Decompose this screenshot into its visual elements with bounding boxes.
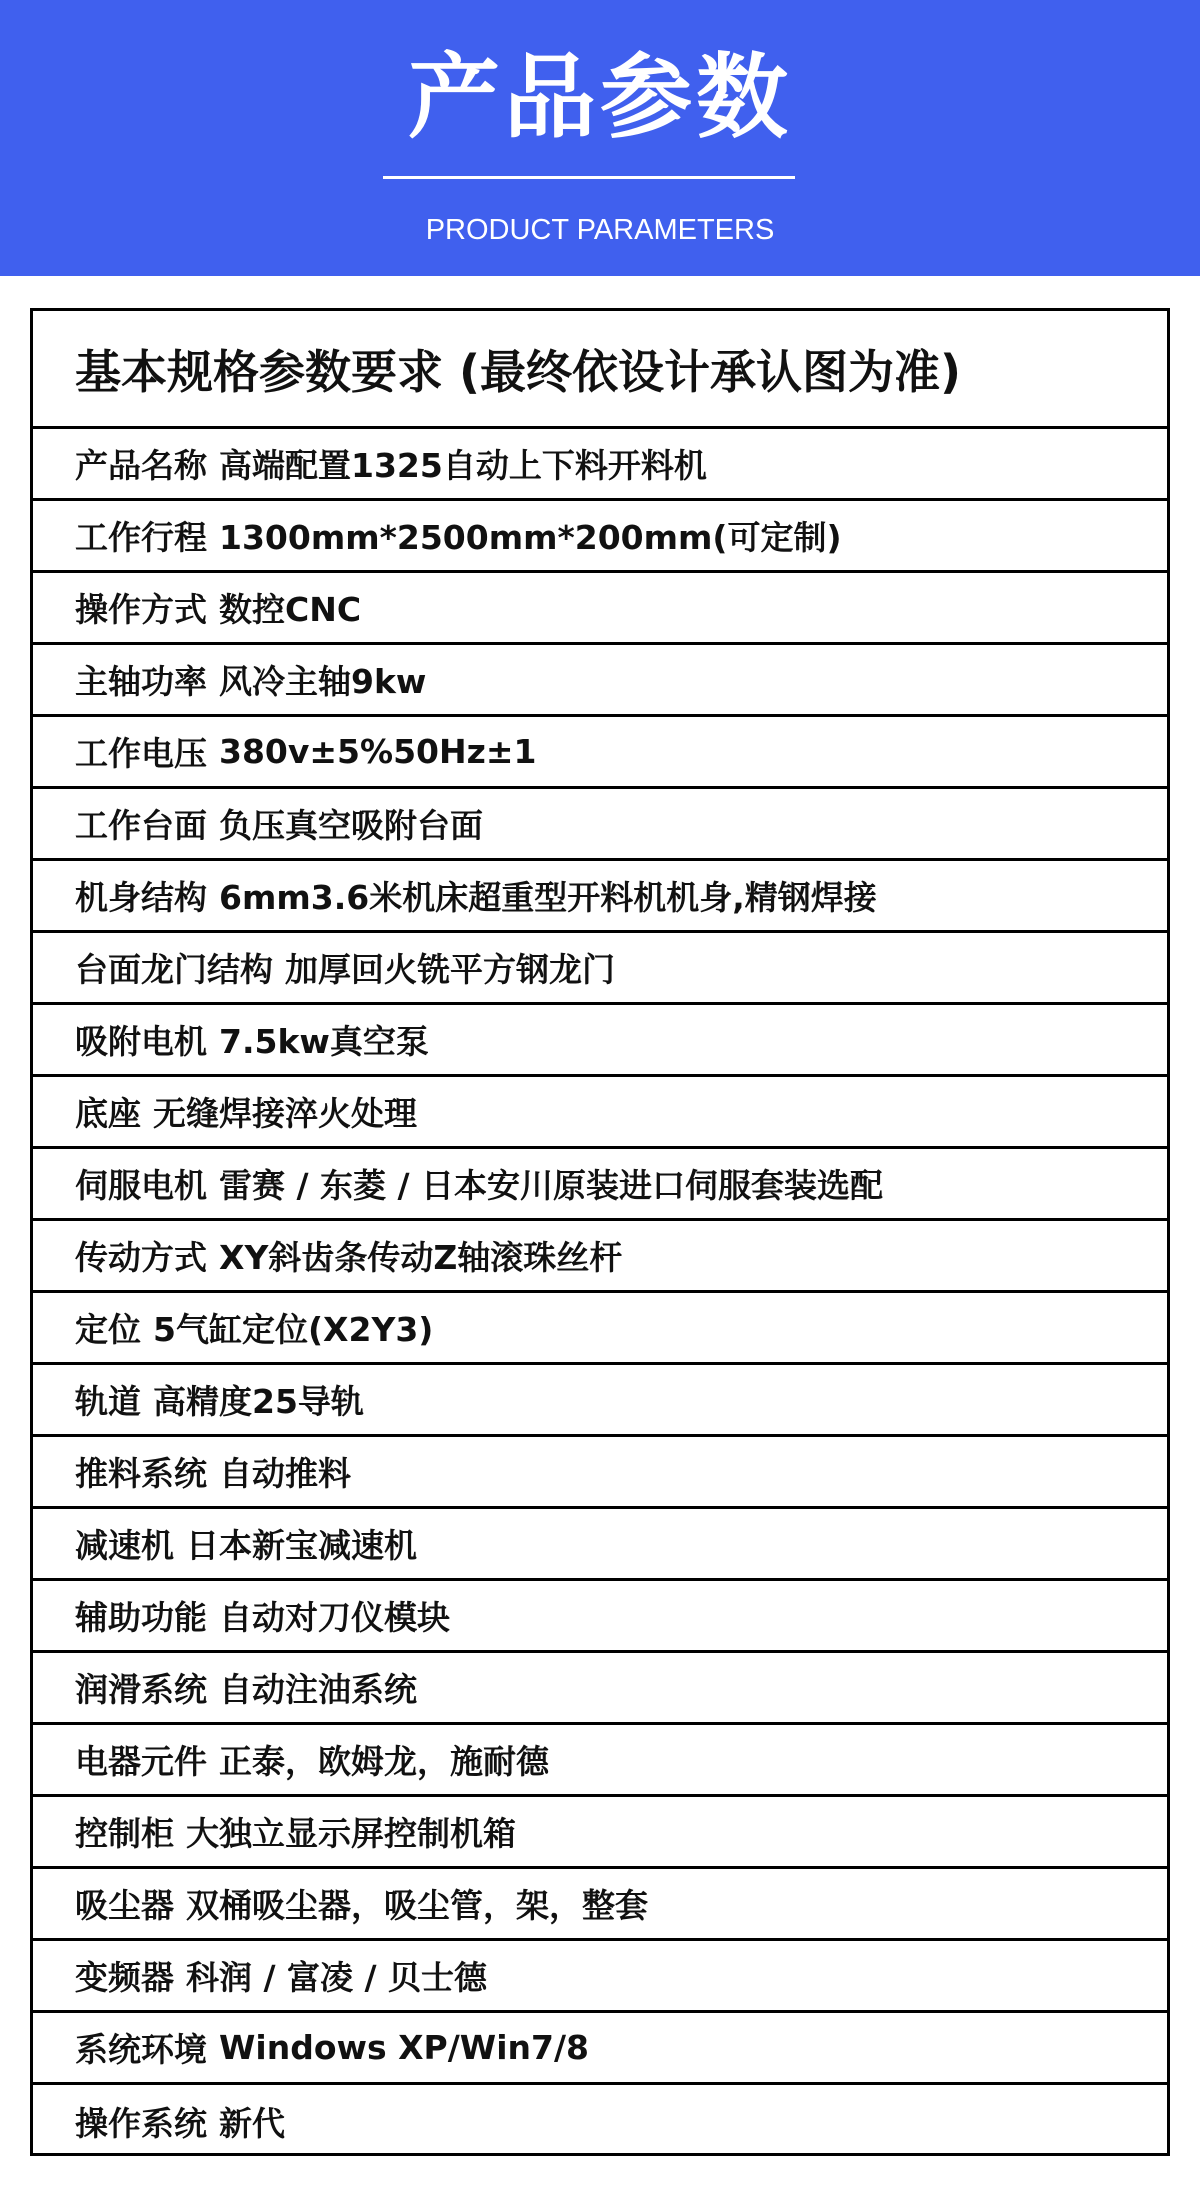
- spec-row: [33, 861, 1167, 933]
- spec-row: [33, 1293, 1167, 1365]
- spec-row: [33, 1725, 1167, 1797]
- spec-label: 主轴功率: [75, 662, 207, 701]
- spec-row: [33, 645, 1167, 717]
- spec-row: [33, 789, 1167, 861]
- spec-label: 工作电压: [75, 734, 207, 773]
- spec-row: [33, 1221, 1167, 1293]
- spec-value: 自动对刀仪模块: [219, 1598, 450, 1637]
- spec-table: [30, 308, 1170, 2156]
- spec-row: [33, 1077, 1167, 1149]
- spec-label: 减速机: [75, 1526, 174, 1565]
- spec-row: [33, 717, 1167, 789]
- spec-value: 7.5kw真空泵: [219, 1022, 429, 1061]
- spec-label: 推料系统: [75, 1454, 207, 1493]
- spec-value: 雷赛 / 东菱 / 日本安川原装进口伺服套装选配: [219, 1166, 884, 1205]
- spec-label: 操作系统: [75, 2103, 207, 2143]
- page-title: 产品参数: [407, 44, 792, 151]
- spec-value: 数控CNC: [219, 590, 362, 629]
- spec-label: 润滑系统: [75, 1670, 207, 1709]
- spec-value: 双桶吸尘器，吸尘管，架，整套: [186, 1886, 648, 1925]
- spec-label: 操作方式: [75, 590, 207, 629]
- spec-label: 系统环境: [75, 2030, 207, 2069]
- spec-row: [33, 1509, 1167, 1581]
- spec-value: 大独立显示屏控制机箱: [186, 1814, 516, 1853]
- spec-value: 科润 / 富凌 / 贝士德: [186, 1958, 488, 1997]
- spec-row: [33, 933, 1167, 1005]
- spec-label: 工作行程: [75, 518, 207, 557]
- spec-label: 机身结构: [75, 878, 207, 917]
- spec-row: [33, 573, 1167, 645]
- spec-label: 吸尘器: [75, 1886, 174, 1925]
- spec-value: 高端配置1325自动上下料开料机: [219, 446, 707, 485]
- spec-label: 电器元件: [75, 1742, 207, 1781]
- spec-row: [33, 1149, 1167, 1221]
- spec-table-heading: 基本规格参数要求 (最终依设计承认图为准): [33, 311, 1167, 429]
- spec-label: 工作台面: [75, 806, 207, 845]
- spec-row: [33, 2085, 1167, 2157]
- spec-label: 变频器: [75, 1958, 174, 1997]
- spec-row: [33, 1797, 1167, 1869]
- spec-row: [33, 1437, 1167, 1509]
- spec-row: [33, 2013, 1167, 2085]
- spec-value: 380v±5%50Hz±1: [219, 732, 537, 771]
- spec-label: 轨道: [75, 1382, 141, 1421]
- header-banner: [0, 0, 1200, 276]
- spec-label: 底座: [75, 1094, 141, 1133]
- spec-label: 传动方式: [75, 1238, 207, 1277]
- spec-value: 负压真空吸附台面: [219, 806, 483, 845]
- spec-value: 新代: [219, 2103, 285, 2143]
- spec-value: XY斜齿条传动Z轴滚珠丝杆: [219, 1238, 623, 1277]
- spec-row: [33, 1005, 1167, 1077]
- spec-value: 正泰，欧姆龙，施耐德: [219, 1742, 549, 1781]
- spec-label: 控制柜: [75, 1814, 174, 1853]
- spec-value: 加厚回火铣平方钢龙门: [285, 950, 615, 989]
- spec-value: 高精度25导轨: [153, 1382, 364, 1421]
- spec-row: [33, 429, 1167, 501]
- page-subtitle: PRODUCT PARAMETERS: [425, 214, 775, 246]
- title-divider: [383, 176, 795, 179]
- spec-value: 无缝焊接淬火处理: [153, 1094, 417, 1133]
- spec-value: 风冷主轴9kw: [219, 662, 427, 701]
- spec-label: 台面龙门结构: [75, 950, 273, 989]
- spec-value: 5气缸定位(X2Y3): [153, 1310, 434, 1349]
- spec-row: [33, 1941, 1167, 2013]
- spec-row: [33, 1581, 1167, 1653]
- spec-value: 自动注油系统: [219, 1670, 417, 1709]
- spec-value: 日本新宝减速机: [186, 1526, 417, 1565]
- spec-value: 1300mm*2500mm*200mm(可定制): [219, 518, 842, 557]
- spec-label: 辅助功能: [75, 1598, 207, 1637]
- spec-row: [33, 501, 1167, 573]
- spec-value: 6mm3.6米机床超重型开料机机身,精钢焊接: [219, 878, 877, 917]
- spec-row: [33, 1653, 1167, 1725]
- spec-value: 自动推料: [219, 1454, 351, 1493]
- spec-label: 产品名称: [75, 446, 207, 485]
- spec-label: 吸附电机: [75, 1022, 207, 1061]
- spec-row: [33, 1869, 1167, 1941]
- spec-value: Windows XP/Win7/8: [219, 2028, 589, 2067]
- spec-label: 伺服电机: [75, 1166, 207, 1205]
- spec-row: [33, 1365, 1167, 1437]
- spec-label: 定位: [75, 1310, 141, 1349]
